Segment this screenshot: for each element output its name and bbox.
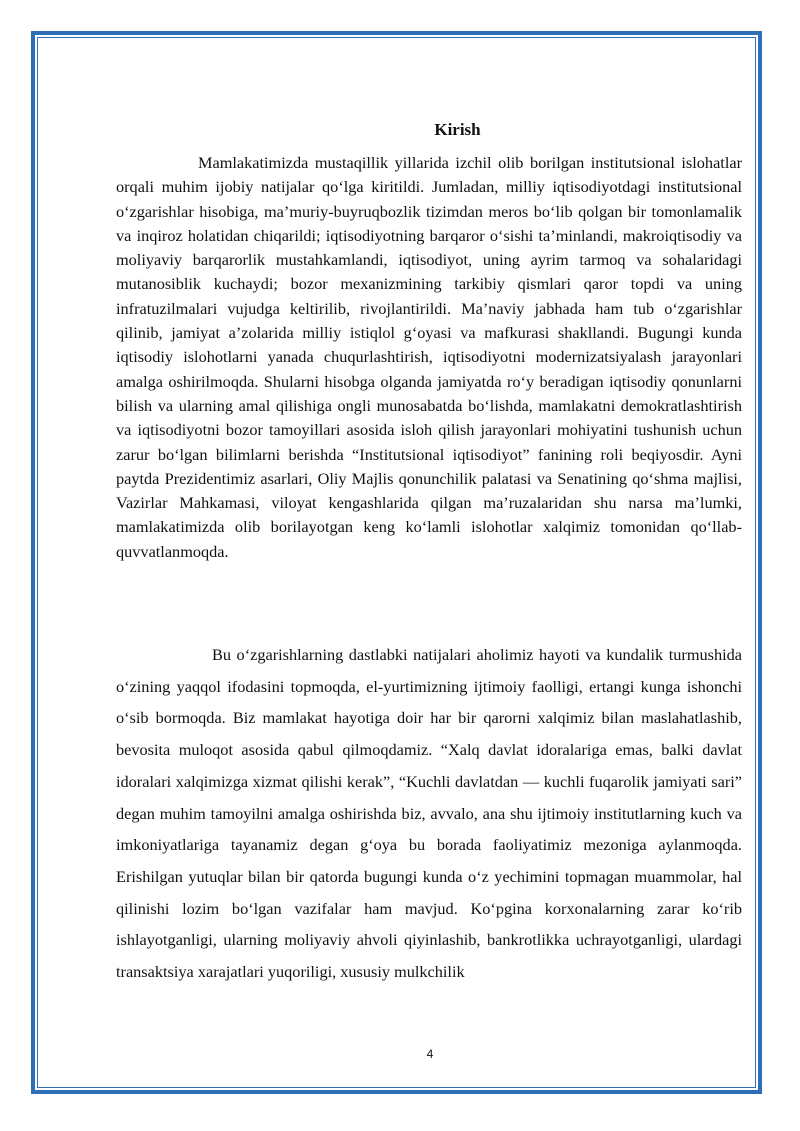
paragraph-2: Bu o‘zgarishlarning dastlabki natijalari aholimiz hayoti va kundalik turmushida o‘zining yaqqol ifodasini topmoqda, el-yurtimizning ijtimoiy faolligi, ertangi kunga ishonchi o‘sib bormoqda. Biz mamlakat hayotiga doir har bir qarorni xalqimiz bilan maslahatlashib, bevosita muloqot asosida qabul qilmoqdamiz. “Xalq davlat idoralariga emas, balki davlat idoralari xalqimizga xizmat qilishi kerak”, “Kuchli davlatdan — kuchli fuqarolik jamiyati sari” degan muhim tamoyilni amalga oshirishda biz, avvalo, ana shu ijtimoiy institutlarning kuch va imkoniyatlariga tayanamiz degan g‘oya bu borada faoliyatimiz mezoniga aylanmoqda. Erishilgan yutuqlar bilan bir qatorda bugungi kunda o‘z yechimini topmagan muammolar, hal qilinishi lozim bo‘lgan vazifalar ham mavjud. Ko‘pgina korxonalarning zarar ko‘rib ishlayotganligi, ularning moliyaviy ahvoli qiyinlashib, bankrotlikka uchrayotganligi, ulardagi transaktsiya xarajatlari yuqoriligi, xususiy mulkchilik — [116, 645, 742, 982]
section-title: Kirish — [434, 120, 481, 139]
page-number: 4 — [426, 1047, 434, 1061]
paragraph-1: Mamlakatimizda mustaqillik yillarida izchil olib borilgan institutsional islohatlar orqali muhim ijobiy natijalar qo‘lga kiritildi. Jumladan, milliy iqtisodiyotdagi institutsional o‘zgarishlar hisobiga, ma’muriy-buyruqbozlik tizimdan meros bo‘lib qolgan bir tomonlamalik va inqiroz holatidan chiqarildi; iqtisodiyotning barqaror o‘sishi ta’minlandi, makroiqtisodiy va moliyaviy barqarorlik mustahkamlandi, iqtisodiyot, uning ayrim tarmoq va sohalaridagi mutanosiblik kuchaydi; bozor mexanizmining tarkibiy qismlari qaror topdi va uning infratuzilmalari vujudga keltirilib, rivojlantirildi. Ma’naviy jabhada ham tub o‘zgarishlar qilinib, jamiyat a’zolarida milliy istiqlol g‘oyasi va mafkurasi shakllandi. Bugungi kunda iqtisodiy islohotlarni yanada chuqurlashtirish, iqtisodiyotni modernizatsiyalash jarayonlari amalga oshirilmoqda. Shularni hisobga olganda jamiyatda ro‘y beradigan iqtisodiy qonunlarni bilish va ularning amal qilishiga ongli munosabatda bo‘lishda, mamlakatni demokratlashtirish va iqtisodiyotni bozor tamoyillari asosida isloh qilish jarayonlari mohiyatini tushunish uchun zarur bo‘lgan bilimlarni berishda “Institutsional iqtisodiyot” fanining roli beqiyosdir. Ayni paytda Prezidentimiz asarlari, Oliy Majlis qonunchilik palatasi va Senatining qo‘shma majlisi, Vazirlar Mahkamasi, viloyat kengashlarida qilgan ma’ruzalaridan shu narsa ma’lumki, mamlakatimizda olib borilayotgan keng ko‘lamli islohotlar xalqimiz tomonidan qo‘llab-quvvatlanmoqda. — [116, 153, 742, 561]
